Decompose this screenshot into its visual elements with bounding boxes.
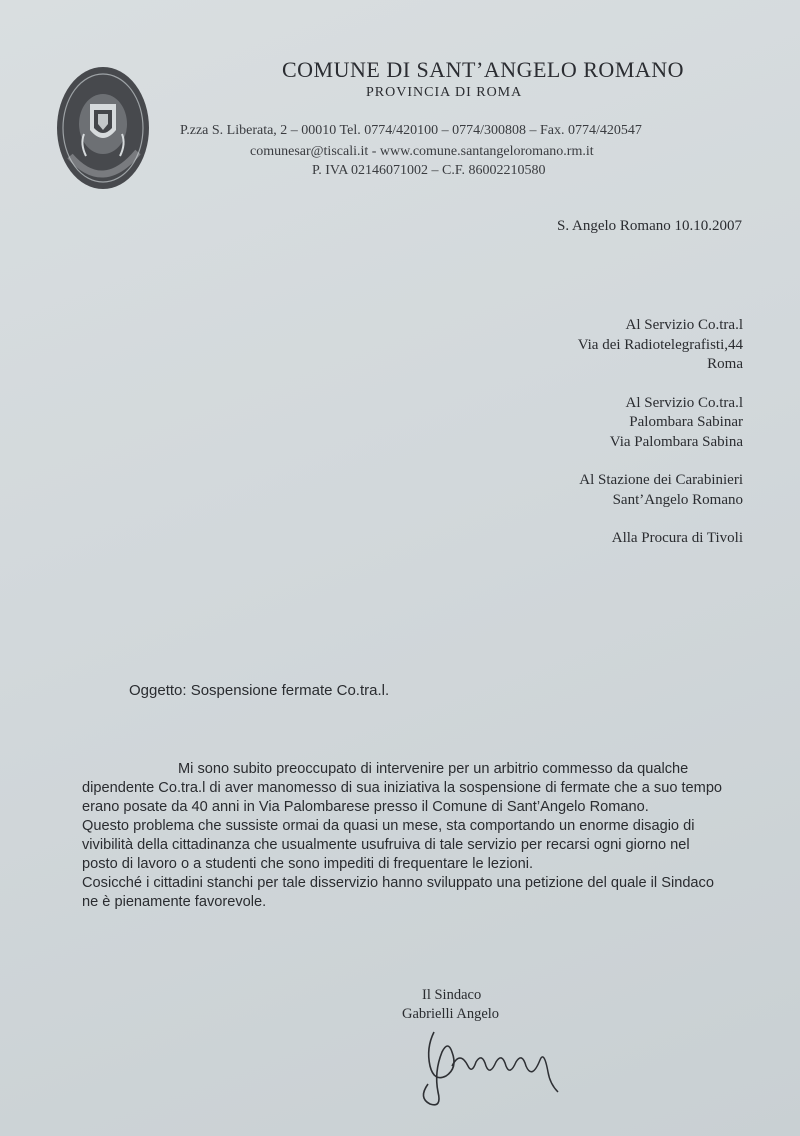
body-line: Cosicché i cittadini stanchi per tale disservizio hanno sviluppato una petizione del quale il Sindaco (82, 875, 714, 891)
municipality-title: COMUNE DI SANT’ANGELO ROMANO (282, 57, 685, 82)
recipient (423, 394, 743, 453)
signer-role: Il Sindaco (422, 987, 482, 1003)
body-line: dipendente Co.tra.l di aver manomesso di sua iniziativa la sospensione di fermate che a suo tempo (82, 780, 723, 796)
signature-block (402, 986, 499, 1024)
body-line: erano posate da 40 anni in Via Palombarese presso il Comune di Sant’Angelo Romano. (82, 799, 649, 815)
letter-date: S. Angelo Romano 10.10.2007 (556, 218, 742, 234)
address-line: P.zza S. Liberata, 2 – 00010 Tel. 0774/420100 – 0774/300808 – Fax. 0774/420547 (180, 123, 642, 138)
recipient (423, 471, 743, 510)
recipient-line: Via Palombara Sabina (609, 433, 743, 450)
handwritten-signature-icon (412, 1022, 572, 1112)
province-name: PROVINCIA DI ROMA (366, 85, 523, 100)
recipient-line: Al Servizio Co.tra.l (625, 394, 743, 411)
recipient-line: Via dei Radiotelegrafisti,44 (577, 336, 743, 353)
recipient (423, 529, 743, 549)
letter-body (82, 760, 742, 912)
tax-line: P. IVA 02146071002 – C.F. 86002210580 (312, 163, 546, 178)
recipient-line: Al Servizio Co.tra.l (625, 317, 743, 333)
body-line: posto di lavoro o a studenti che sono impediti di frequentare le lezioni. (82, 856, 534, 872)
recipient-line: Palombara Sabinar (629, 414, 743, 430)
recipient-line: Roma (707, 356, 743, 372)
letter-subject: Oggetto: Sospensione fermate Co.tra.l. (129, 682, 390, 699)
contact-line: comunesar@tiscali.it - www.comune.santangeloromano.rm.it (250, 144, 594, 159)
recipients-block (423, 316, 743, 568)
body-line: ne è pienamente favorevole. (82, 894, 267, 910)
body-line: Questo problema che sussiste ormai da quasi un mese, sta comportando un enorme disagio di (82, 818, 695, 834)
recipient-line: Alla Procura di Tivoli (611, 530, 743, 546)
recipient (423, 316, 743, 375)
municipal-seal-icon (54, 64, 152, 192)
signer-name: Gabrielli Angelo (402, 1006, 500, 1022)
body-line: Mi sono subito preoccupato di intervenire per un arbitrio commesso da qualche (178, 761, 689, 777)
recipient-line: Al Stazione dei Carabinieri (579, 472, 743, 488)
body-line: vivibilità della cittadinanza che usualmente usufruiva di tale servizio per recarsi ogni giorno nel (82, 837, 690, 853)
recipient-line: Sant’Angelo Romano (612, 491, 743, 508)
